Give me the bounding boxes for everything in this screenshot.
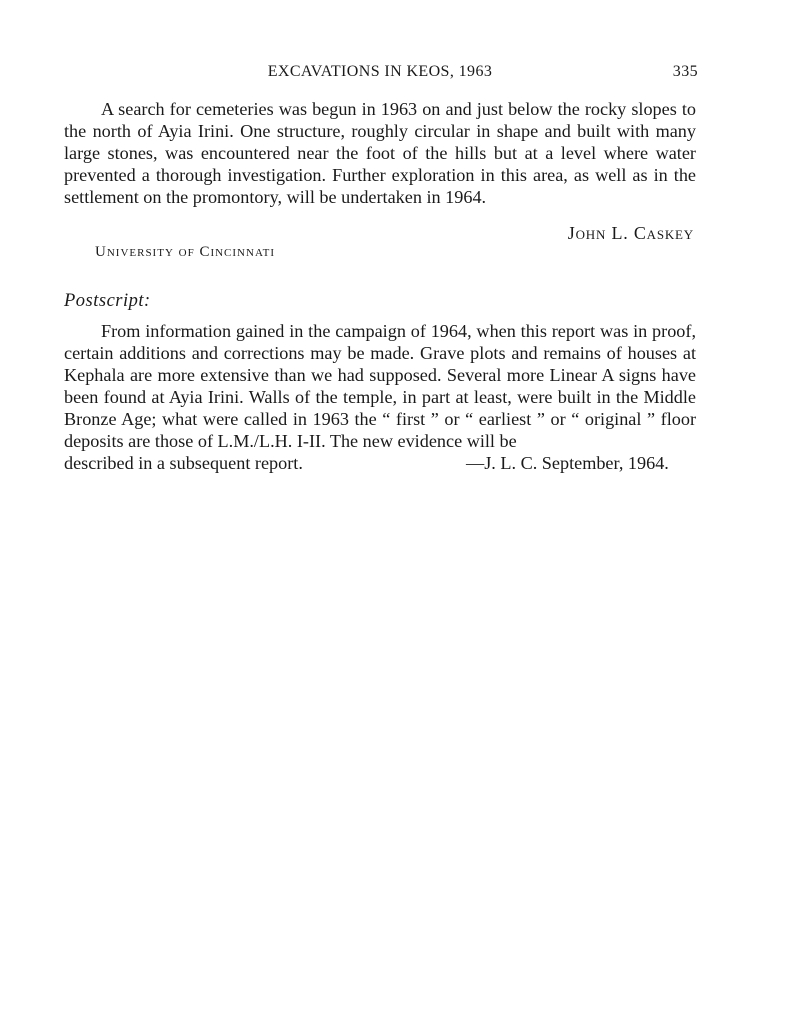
- postscript-body-text: From information gained in the campaign of 1964, when this report was in proof, certain additions and corrections may be made. Grave plots and remains of houses at Kephala are more extensive than we had supposed. Several more Linear A signs have been found at Ayia Irini. Walls of the temple, in part at least, were built in the Middle Bronze Age; what were called in 1963 the “ first ” or “ earliest ” or “ original ” floor deposits are those of L.M./L.H. I-II. The new evidence will be: [64, 321, 696, 451]
- running-title: EXCAVATIONS IN KEOS, 1963: [267, 63, 493, 80]
- page-number: 335: [672, 63, 698, 80]
- author-affiliation: University of Cincinnati: [95, 244, 276, 260]
- postscript-heading: Postscript:: [64, 291, 151, 311]
- running-header: [64, 63, 696, 83]
- postscript-initials-date: —J. L. C. September, 1964.: [466, 453, 669, 473]
- postscript-closing-text: described in a subsequent report.: [64, 453, 303, 473]
- paragraph-text: A search for cemeteries was begun in 1963 on and just below the rocky slopes to the north of Ayia Irini. One structure, roughly circular in shape and built with many large stones, was encountered near the foot of the hills but at a level where water prevented a thorough investigation. Further exploration in this area, as well as in the settlement on the promontory, will be undertaken in 1964.: [64, 99, 696, 207]
- postscript-paragraph: [64, 320, 696, 474]
- postscript-final-line: [64, 452, 696, 474]
- author-signature: John L. Caskey: [567, 223, 694, 243]
- body-paragraph-cemeteries: [64, 98, 696, 208]
